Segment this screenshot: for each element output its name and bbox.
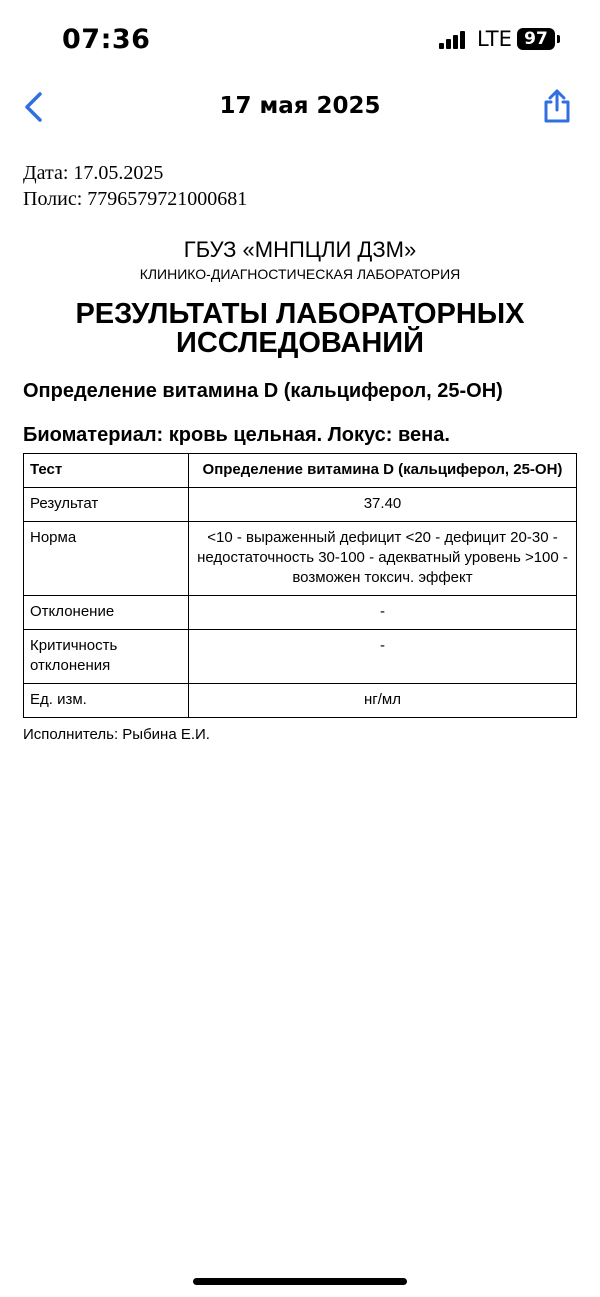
home-indicator[interactable]	[193, 1278, 407, 1285]
table-row	[24, 454, 577, 488]
row-label: Результат	[24, 488, 189, 522]
row-value: -	[189, 596, 577, 630]
date-line: Дата: 17.05.2025	[23, 162, 164, 184]
row-label: Критичность отклонения	[24, 630, 189, 684]
results-table	[23, 453, 577, 718]
policy-line: Полис: 7796579721000681	[23, 188, 248, 210]
nav-bar	[0, 80, 600, 135]
document-title: РЕЗУЛЬТАТЫ ЛАБОРАТОРНЫХ ИССЛЕДОВАНИЙ	[75, 298, 525, 359]
org-name: ГБУЗ «МНПЦЛИ ДЗМ»	[183, 237, 417, 262]
status-time: 07:36	[62, 24, 151, 55]
biomaterial: Биоматериал: кровь цельная. Локус: вена.	[23, 424, 450, 446]
share-button[interactable]	[540, 88, 574, 124]
executor: Исполнитель: Рыбина Е.И.	[23, 726, 210, 743]
row-label: Ед. изм.	[24, 684, 189, 718]
row-value: 37.40	[189, 488, 577, 522]
status-bar	[0, 0, 600, 80]
org-subtitle: КЛИНИКО-ДИАГНОСТИЧЕСКАЯ ЛАБОРАТОРИЯ	[139, 266, 461, 282]
table-row	[24, 522, 577, 596]
battery-icon: 97	[517, 28, 555, 50]
nav-title: 17 мая 2025	[219, 93, 381, 119]
row-label: Норма	[24, 522, 189, 596]
battery-tip	[557, 35, 560, 43]
row-value: нг/мл	[189, 684, 577, 718]
table-row	[24, 488, 577, 522]
network-type: LTE	[477, 27, 512, 51]
share-icon	[540, 88, 574, 124]
table-row	[24, 684, 577, 718]
row-label: Тест	[24, 454, 189, 488]
table-row	[24, 630, 577, 684]
document	[23, 160, 577, 743]
row-value: Определение витамина D (кальциферол, 25-ОН)	[189, 454, 577, 488]
signal-bars-icon	[439, 31, 467, 49]
row-value: <10 - выраженный дефицит <20 - дефицит 20-30 - недостаточность 30-100 - адекватный уровень >100 - возможен токсич. эффект	[189, 522, 577, 596]
row-value: -	[189, 630, 577, 684]
row-label: Отклонение	[24, 596, 189, 630]
table-row	[24, 596, 577, 630]
test-name: Определение витамина D (кальциферол, 25-ОН)	[23, 380, 503, 402]
